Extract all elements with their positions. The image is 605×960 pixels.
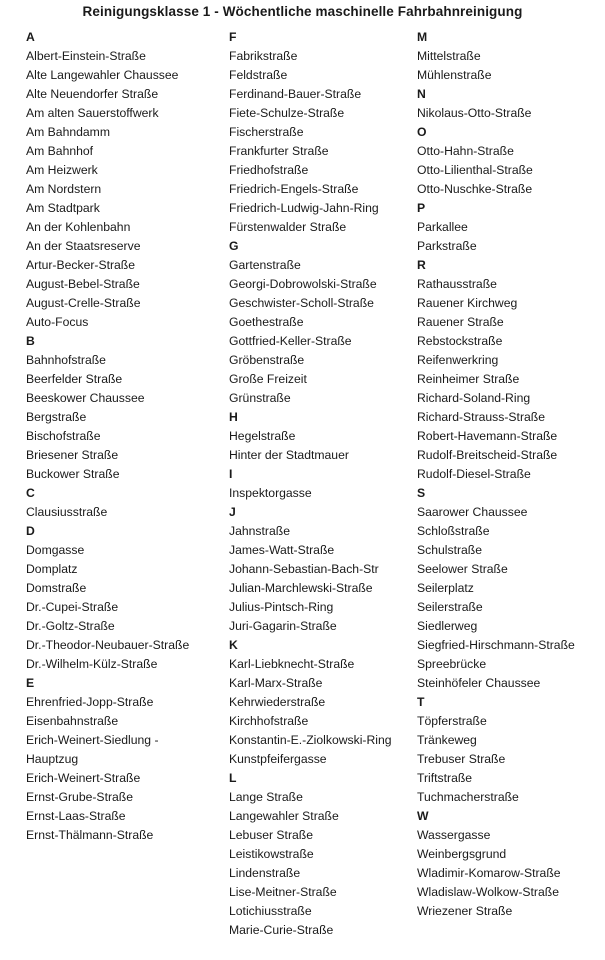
street-name: Kunstpfeifergasse [229,752,327,766]
street-name: Rauener Kirchweg [417,296,518,310]
street-name: Dr.-Wilhelm-Külz-Straße [26,657,158,671]
street-name: Wladislaw-Wolkow-Straße [417,885,559,899]
street-name: Otto-Hahn-Straße [417,144,514,158]
street-name: Schulstraße [417,543,483,557]
street-name: Nikolaus-Otto-Straße [417,106,532,120]
street-name: Dr.-Goltz-Straße [26,619,115,633]
street-name: Buckower Straße [26,467,120,481]
letter-heading: S [417,486,426,500]
street-name: Beeskower Chaussee [26,391,145,405]
street-name: Otto-Lilienthal-Straße [417,163,533,177]
street-name: Grünstraße [229,391,291,405]
street-name: Siedlerweg [417,619,478,633]
street-name: James-Watt-Straße [229,543,335,557]
street-name: Julian-Marchlewski-Straße [229,581,373,595]
street-name: Geschwister-Scholl-Straße [229,296,374,310]
street-name: Rudolf-Diesel-Straße [417,467,531,481]
street-name: Parkallee [417,220,468,234]
street-name: Lange Straße [229,790,303,804]
street-name: Karl-Liebknecht-Straße [229,657,355,671]
street-name: Eisenbahnstraße [26,714,119,728]
street-name: Bahnhofstraße [26,353,106,367]
street-name: Leistikowstraße [229,847,314,861]
letter-heading: C [26,486,35,500]
letter-heading: N [417,87,426,101]
street-name: Dr.-Theodor-Neubauer-Straße [26,638,190,652]
street-name: Tuchmacherstraße [417,790,519,804]
street-name: Trebuser Straße [417,752,506,766]
street-name: Große Freizeit [229,372,307,386]
street-name: Hegelstraße [229,429,296,443]
letter-heading: M [417,30,428,44]
street-name: Am Bahndamm [26,125,110,139]
street-name: Lindenstraße [229,866,301,880]
street-name: Kehrwiederstraße [229,695,326,709]
letter-heading: W [417,809,429,823]
street-name: Lotichiusstraße [229,904,312,918]
street-name: Gottfried-Keller-Straße [229,334,352,348]
street-name: Ernst-Grube-Straße [26,790,134,804]
letter-heading: A [26,30,35,44]
street-name: Saarower Chaussee [417,505,528,519]
street-name: Erich-Weinert-Siedlung - [26,733,159,747]
street-name: Wassergasse [417,828,491,842]
street-column-2 [229,28,414,940]
street-name: Marie-Curie-Straße [229,923,334,937]
street-name: Steinhöfeler Chaussee [417,676,541,690]
street-name: Friedhofstraße [229,163,309,177]
letter-heading: H [229,410,238,424]
street-name: Jahnstraße [229,524,290,538]
letter-heading: G [229,239,239,253]
street-name: Am alten Sauerstoffwerk [26,106,159,120]
street-name: Ernst-Laas-Straße [26,809,126,823]
street-name: Richard-Soland-Ring [417,391,531,405]
letter-heading: F [229,30,237,44]
street-name: Albert-Einstein-Straße [26,49,146,63]
street-name: Gartenstraße [229,258,301,272]
street-name: Tränkeweg [417,733,477,747]
letter-heading: P [417,201,426,215]
street-name: Frankfurter Straße [229,144,329,158]
street-name: Rauener Straße [417,315,504,329]
street-name: Konstantin-E.-Ziolkowski-Ring [229,733,392,747]
street-name: Hinter der Stadtmauer [229,448,349,462]
street-name: Alte Langewahler Chaussee [26,68,179,82]
street-name: Ferdinand-Bauer-Straße [229,87,362,101]
street-name: Clausiusstraße [26,505,108,519]
street-name: Friedrich-Ludwig-Jahn-Ring [229,201,379,215]
street-name: Georgi-Dobrowolski-Straße [229,277,377,291]
street-name: Ernst-Thälmann-Straße [26,828,154,842]
street-name: Bischofstraße [26,429,101,443]
street-name: Wriezener Straße [417,904,513,918]
street-column-1 [26,28,221,845]
street-column-3 [417,28,603,921]
street-name: Lebuser Straße [229,828,314,842]
page-title: Reinigungsklasse 1 - Wöchentliche maschinelle Fahrbahnreinigung [82,4,523,19]
street-name: Erich-Weinert-Straße [26,771,141,785]
street-name: Bergstraße [26,410,87,424]
street-name: Fiete-Schulze-Straße [229,106,345,120]
street-name: Briesener Straße [26,448,119,462]
street-name: Triftstraße [417,771,473,785]
street-name: Am Stadtpark [26,201,100,215]
street-name: Parkstraße [417,239,477,253]
street-name: Reinheimer Straße [417,372,520,386]
street-name: Domstraße [26,581,87,595]
street-name: August-Bebel-Straße [26,277,140,291]
street-name: Hauptzug [26,752,79,766]
letter-heading: E [26,676,35,690]
street-name: Otto-Nuschke-Straße [417,182,533,196]
street-name: Am Bahnhof [26,144,94,158]
letter-heading: T [417,695,425,709]
street-name: Wladimir-Komarow-Straße [417,866,561,880]
letter-heading: L [229,771,237,785]
street-name: Am Nordstern [26,182,102,196]
letter-heading: D [26,524,35,538]
street-name: Weinbergsgrund [417,847,507,861]
street-name: Siegfried-Hirschmann-Straße [417,638,575,652]
letter-heading: B [26,334,35,348]
street-name: Friedrich-Engels-Straße [229,182,359,196]
street-name: An der Kohlenbahn [26,220,131,234]
street-name: Karl-Marx-Straße [229,676,323,690]
street-name: Dr.-Cupei-Straße [26,600,119,614]
letter-heading: K [229,638,238,652]
street-name: Töpferstraße [417,714,487,728]
street-name: Seelower Straße [417,562,508,576]
street-name: Rathausstraße [417,277,497,291]
street-name: August-Crelle-Straße [26,296,141,310]
street-name: Fischerstraße [229,125,304,139]
street-name: Alte Neuendorfer Straße [26,87,159,101]
street-name: Ehrenfried-Jopp-Straße [26,695,154,709]
street-name: Robert-Havemann-Straße [417,429,558,443]
street-name: Goethestraße [229,315,304,329]
street-name: Reifenwerkring [417,353,499,367]
street-name: Richard-Strauss-Straße [417,410,546,424]
street-name: Am Heizwerk [26,163,98,177]
street-name: Mühlenstraße [417,68,492,82]
street-name: Gröbenstraße [229,353,305,367]
street-name: Julius-Pintsch-Ring [229,600,334,614]
letter-heading: R [417,258,426,272]
street-name: Mittelstraße [417,49,481,63]
letter-heading: J [229,505,236,519]
street-name: An der Staatsreserve [26,239,141,253]
street-name: Rudolf-Breitscheid-Straße [417,448,558,462]
street-name: Domplatz [26,562,78,576]
street-name: Auto-Focus [26,315,89,329]
letter-heading: O [417,125,427,139]
street-name: Inspektorgasse [229,486,312,500]
street-name: Seilerstraße [417,600,483,614]
letter-heading: I [229,467,233,481]
street-name: Beerfelder Straße [26,372,123,386]
street-name: Domgasse [26,543,85,557]
street-name: Lise-Meitner-Straße [229,885,337,899]
street-name: Schloßstraße [417,524,490,538]
street-name: Seilerplatz [417,581,474,595]
street-name: Rebstockstraße [417,334,503,348]
street-name: Juri-Gagarin-Straße [229,619,337,633]
street-name: Langewahler Straße [229,809,339,823]
street-name: Johann-Sebastian-Bach-Str [229,562,379,576]
street-name: Feldstraße [229,68,288,82]
street-name: Kirchhofstraße [229,714,309,728]
street-name: Fabrikstraße [229,49,298,63]
street-name: Artur-Becker-Straße [26,258,136,272]
street-name: Spreebrücke [417,657,487,671]
street-name: Fürstenwalder Straße [229,220,347,234]
